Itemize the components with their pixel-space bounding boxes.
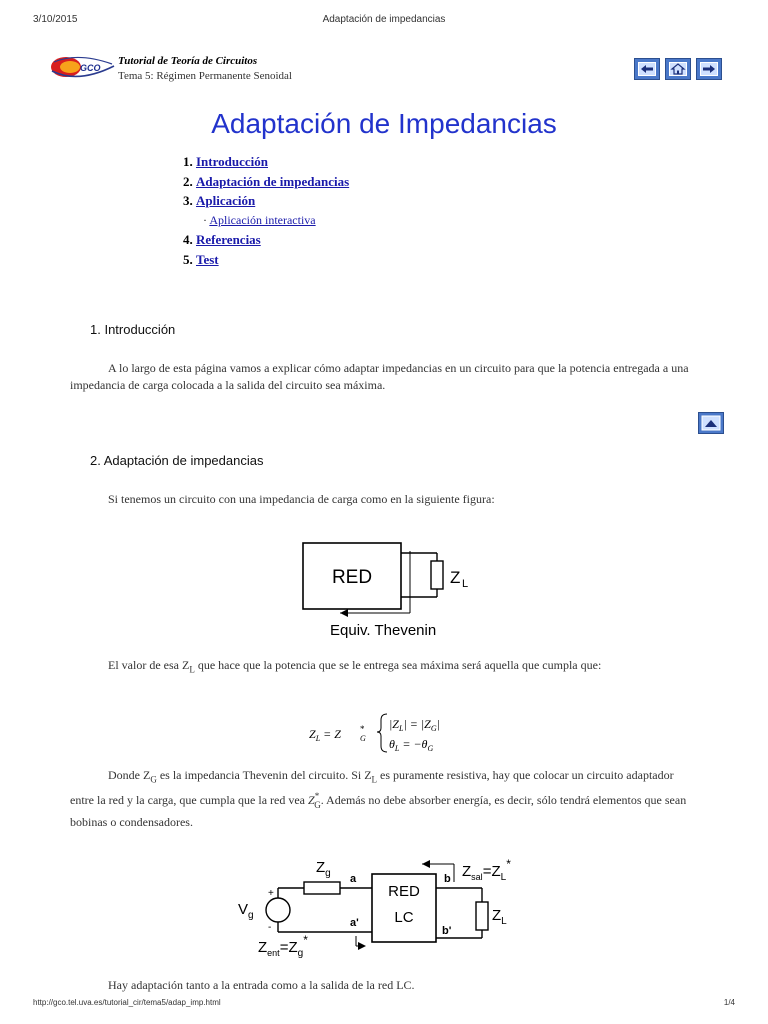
svg-text:|ZL| = |ZG|: $|Z_L| = |Z_G|$	[389, 717, 440, 733]
superscript: *	[314, 791, 320, 802]
load-label-sub: L	[462, 578, 469, 590]
svg-text:+: +	[268, 888, 274, 899]
adaptacion-paragraph-4	[70, 977, 700, 994]
paragraph-text: Donde Z	[108, 768, 151, 782]
toc-link-introduccion[interactable]: Introducción	[196, 154, 268, 169]
toc-number: 5.	[183, 251, 193, 267]
inline-math: Z	[308, 793, 315, 808]
paragraph-text: Hay adaptación tanto a la entrada como a la salida de la red LC.	[108, 978, 415, 992]
subscript: G	[314, 799, 321, 810]
zg-resistor	[304, 882, 340, 894]
zl-resistor	[476, 902, 488, 930]
figure-caption: Equiv. Thevenin	[330, 622, 437, 639]
svg-text:Vg: $V_g$	[238, 901, 254, 921]
paragraph-text: es puramente resistiva, hay que colocar un circuito adaptador entre la red y la carga, que cumpla que la red vea	[70, 768, 674, 808]
toc-number: 2.	[183, 173, 193, 189]
toc-number: 1.	[183, 154, 193, 169]
svg-text:b: b	[444, 873, 451, 885]
subscript: G	[150, 774, 157, 785]
paragraph-text: que hace que la potencia que se le entrega sea máxima será aquella que cumpla que:	[194, 658, 602, 672]
toc-link-aplicacion[interactable]: Aplicación	[196, 193, 256, 208]
toc-subitem	[183, 213, 349, 233]
arrow-up-icon	[699, 413, 723, 433]
svg-text:θL = −θG: $\theta_L = -\theta_G$	[389, 737, 434, 753]
page-title: Adaptación de Impedancias	[211, 108, 557, 139]
load-resistor	[431, 561, 443, 589]
back-to-top-button[interactable]	[698, 412, 724, 434]
toc-link-adaptacion[interactable]: Adaptación de impedancias	[196, 173, 350, 189]
table-of-contents	[183, 154, 349, 271]
tutorial-subtitle: Tema 5: Régimen Permanente Senoidal	[118, 70, 292, 82]
svg-text:LC: LC	[394, 909, 414, 926]
thevenin-figure	[300, 535, 480, 643]
toc-link-aplicacion-interactiva[interactable]: Aplicación interactiva	[209, 212, 316, 227]
red-box-label: RED	[331, 567, 373, 588]
svg-text:RED: RED	[388, 883, 420, 900]
svg-text:b': b'	[442, 925, 452, 937]
toc-number: 3.	[183, 193, 193, 208]
print-page-number: 1/4	[723, 998, 735, 1007]
arrow-left-icon	[638, 62, 656, 76]
toc-item-introduccion	[183, 154, 349, 174]
svg-text:Zsal=ZL*: $Z_{sal}=Z_L^*$	[462, 857, 511, 883]
section-heading-adaptacion: 2. Adaptación de impedancias	[90, 453, 264, 468]
voltage-source	[266, 898, 290, 922]
paragraph-text: es la impedancia Thevenin del circuito. Si Z	[156, 768, 372, 782]
svg-text:a': a'	[350, 917, 359, 929]
print-title: Adaptación de impedancias	[322, 14, 446, 25]
svg-text:ZL = Z: $Z_L = Z$	[309, 727, 341, 743]
subscript: L	[371, 774, 378, 785]
paragraph-text: . Además no debe absorber energía, es decir, sólo tendrá elementos que sean bobinas o condensadores.	[70, 793, 687, 829]
toc-item-referencias	[183, 232, 349, 252]
forward-button[interactable]	[696, 58, 722, 80]
adaptacion-paragraph-3	[70, 767, 700, 831]
toc-link-test[interactable]: Test	[196, 251, 219, 267]
svg-text:ZL: $Z_L$	[492, 907, 507, 927]
svg-text:Zent=Zg*: $Z_{ent}=Z_g^*$	[258, 933, 308, 959]
adaptacion-paragraph-2	[70, 657, 700, 678]
back-button[interactable]	[634, 58, 660, 80]
toc-item-test	[183, 252, 349, 272]
toc-item-aplicacion	[183, 193, 349, 213]
home-button[interactable]	[665, 58, 691, 80]
paragraph-text: Si tenemos un circuito con una impedancia de carga como en la siguiente figura:	[108, 492, 495, 506]
svg-text:Zg: $Z_g$	[316, 859, 331, 879]
section-heading-introduccion: 1. Introducción	[90, 322, 176, 337]
lc-network-figure	[232, 848, 542, 960]
svg-text:G: G	[360, 734, 366, 743]
intro-text: A lo largo de esta página vamos a explicar cómo adaptar impedancias en un circuito para que la potencia entregada a una impedancia de carga colocada a la salida del circuito sea máxima.	[70, 361, 689, 392]
gco-logo[interactable]	[48, 54, 116, 80]
adaptacion-paragraph-1	[70, 491, 700, 508]
matching-equation	[305, 708, 475, 756]
svg-text:*: *	[360, 724, 365, 734]
home-icon	[669, 62, 687, 76]
tutorial-title: Tutorial de Teoría de Circuitos	[118, 55, 258, 67]
toc-number: 4.	[183, 232, 193, 247]
subscript: L	[189, 664, 195, 675]
load-label: Z	[450, 568, 461, 587]
toc-item-adaptacion	[183, 174, 349, 194]
intro-paragraph	[70, 360, 700, 394]
svg-text:-: -	[268, 922, 272, 933]
toc-link-referencias[interactable]: Referencias	[196, 232, 261, 247]
svg-text:a: a	[350, 873, 357, 885]
print-date: 3/10/2015	[33, 14, 78, 25]
arrow-right-icon	[700, 62, 718, 76]
logo-text: GCO	[80, 63, 101, 73]
paragraph-text: El valor de esa Z	[108, 658, 190, 672]
toc-bullet: ·	[203, 212, 207, 227]
print-url: http://gco.tel.uva.es/tutorial_cir/tema5/adap_imp.html	[33, 998, 221, 1007]
